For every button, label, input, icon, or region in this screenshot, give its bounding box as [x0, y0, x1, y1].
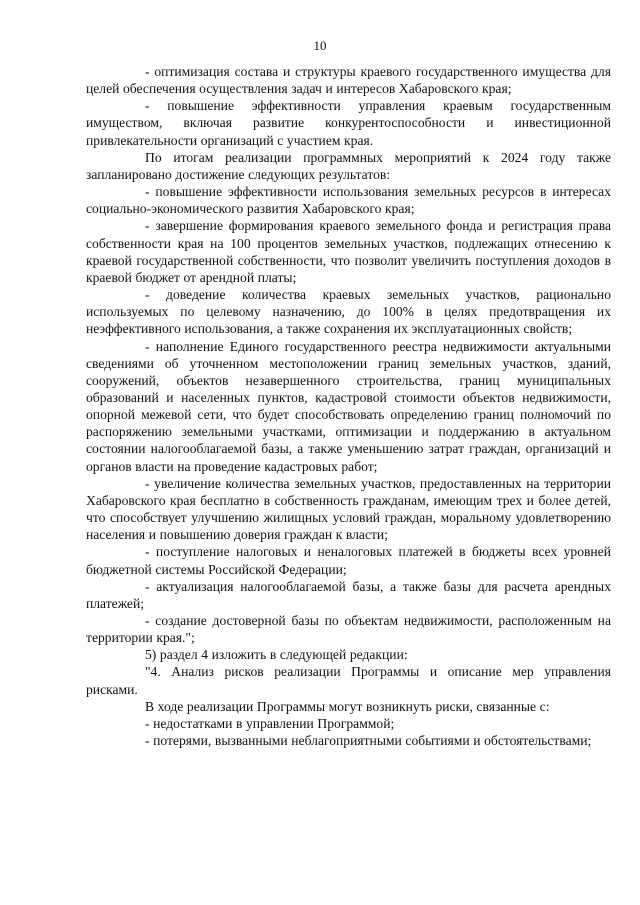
paragraph-2: - повышение эффективности управления краевым государственным имуществом, включая развитие конкурентоспособности и инвестиционной привлекательности организаций с участием края.	[86, 98, 611, 148]
page-number: 10	[313, 38, 327, 53]
paragraph-3: По итогам реализации программных мероприятий к 2024 году также запланировано достижение следующих результатов:	[86, 149, 611, 182]
paragraph-7: - наполнение Единого государственного реестра недвижимости актуальными сведениями об уточненном местоположении границ земельных участков, зданий, сооружений, объектов незавершенного строительства, границ муниципальных образований и населенных пунктов, кадастровой стоимости объектов недвижимости, опорной межевой сети, что будет способствовать определению границ полномочий по распоряжению земельными участками, оптимизации и поддержанию в актуальном состоянии налогооблагаемой базы, а также уменьшению затрат граждан, организаций и органов власти на проведение кадастровых работ;	[86, 338, 611, 474]
paragraph-9: - поступление налоговых и неналоговых платежей в бюджеты всех уровней бюджетной системы Российской Федерации;	[86, 544, 611, 577]
document-body	[86, 63, 611, 749]
paragraph-5: - завершение формирования краевого земельного фонда и регистрация права собственности края на 100 процентов земельных участков, подлежащих отнесению к краевой государственной собственности, что позволит увеличить поступления доходов в краевой бюджет от арендной платы;	[86, 218, 611, 285]
paragraph-12: 5) раздел 4 изложить в следующей редакции:	[145, 647, 408, 663]
paragraph-16: - потерями, вызванными неблагоприятными событиями и обстоятельствами;	[145, 733, 592, 749]
paragraph-8: - увеличение количества земельных участков, предоставленных на территории Хабаровского края бесплатно в собственность гражданам, имеющим трех и более детей, что способствует улучшению жилищных условий граждан, моральному удовлетворению населения и повышению доверия граждан к власти;	[86, 475, 611, 543]
paragraph-15: - недостатками в управлении Программой;	[145, 715, 395, 731]
paragraph-10: - актуализация налогооблагаемой базы, а также базы для расчета арендных платежей;	[86, 578, 611, 611]
paragraph-1: - оптимизация состава и структуры краевого государственного имущества для целей обеспечения осуществления задач и интересов Хабаровского края;	[86, 64, 611, 97]
paragraph-11: - создание достоверной базы по объектам недвижимости, расположенным на территории края.";	[86, 613, 611, 646]
paragraph-4: - повышение эффективности использования земельных ресурсов в интересах социально-экономического развития Хабаровского края;	[86, 184, 611, 217]
paragraph-13: "4. Анализ рисков реализации Программы и описание мер управления рисками.	[86, 664, 611, 697]
paragraph-14: В ходе реализации Программы могут возникнуть риски, связанные с:	[145, 698, 550, 714]
paragraph-6: - доведение количества краевых земельных участков, рационально используемых по целевому назначению, до 100% в целях предотвращения их неэффективного использования, а также сохранения их эксплуатационных свойств;	[86, 287, 611, 337]
